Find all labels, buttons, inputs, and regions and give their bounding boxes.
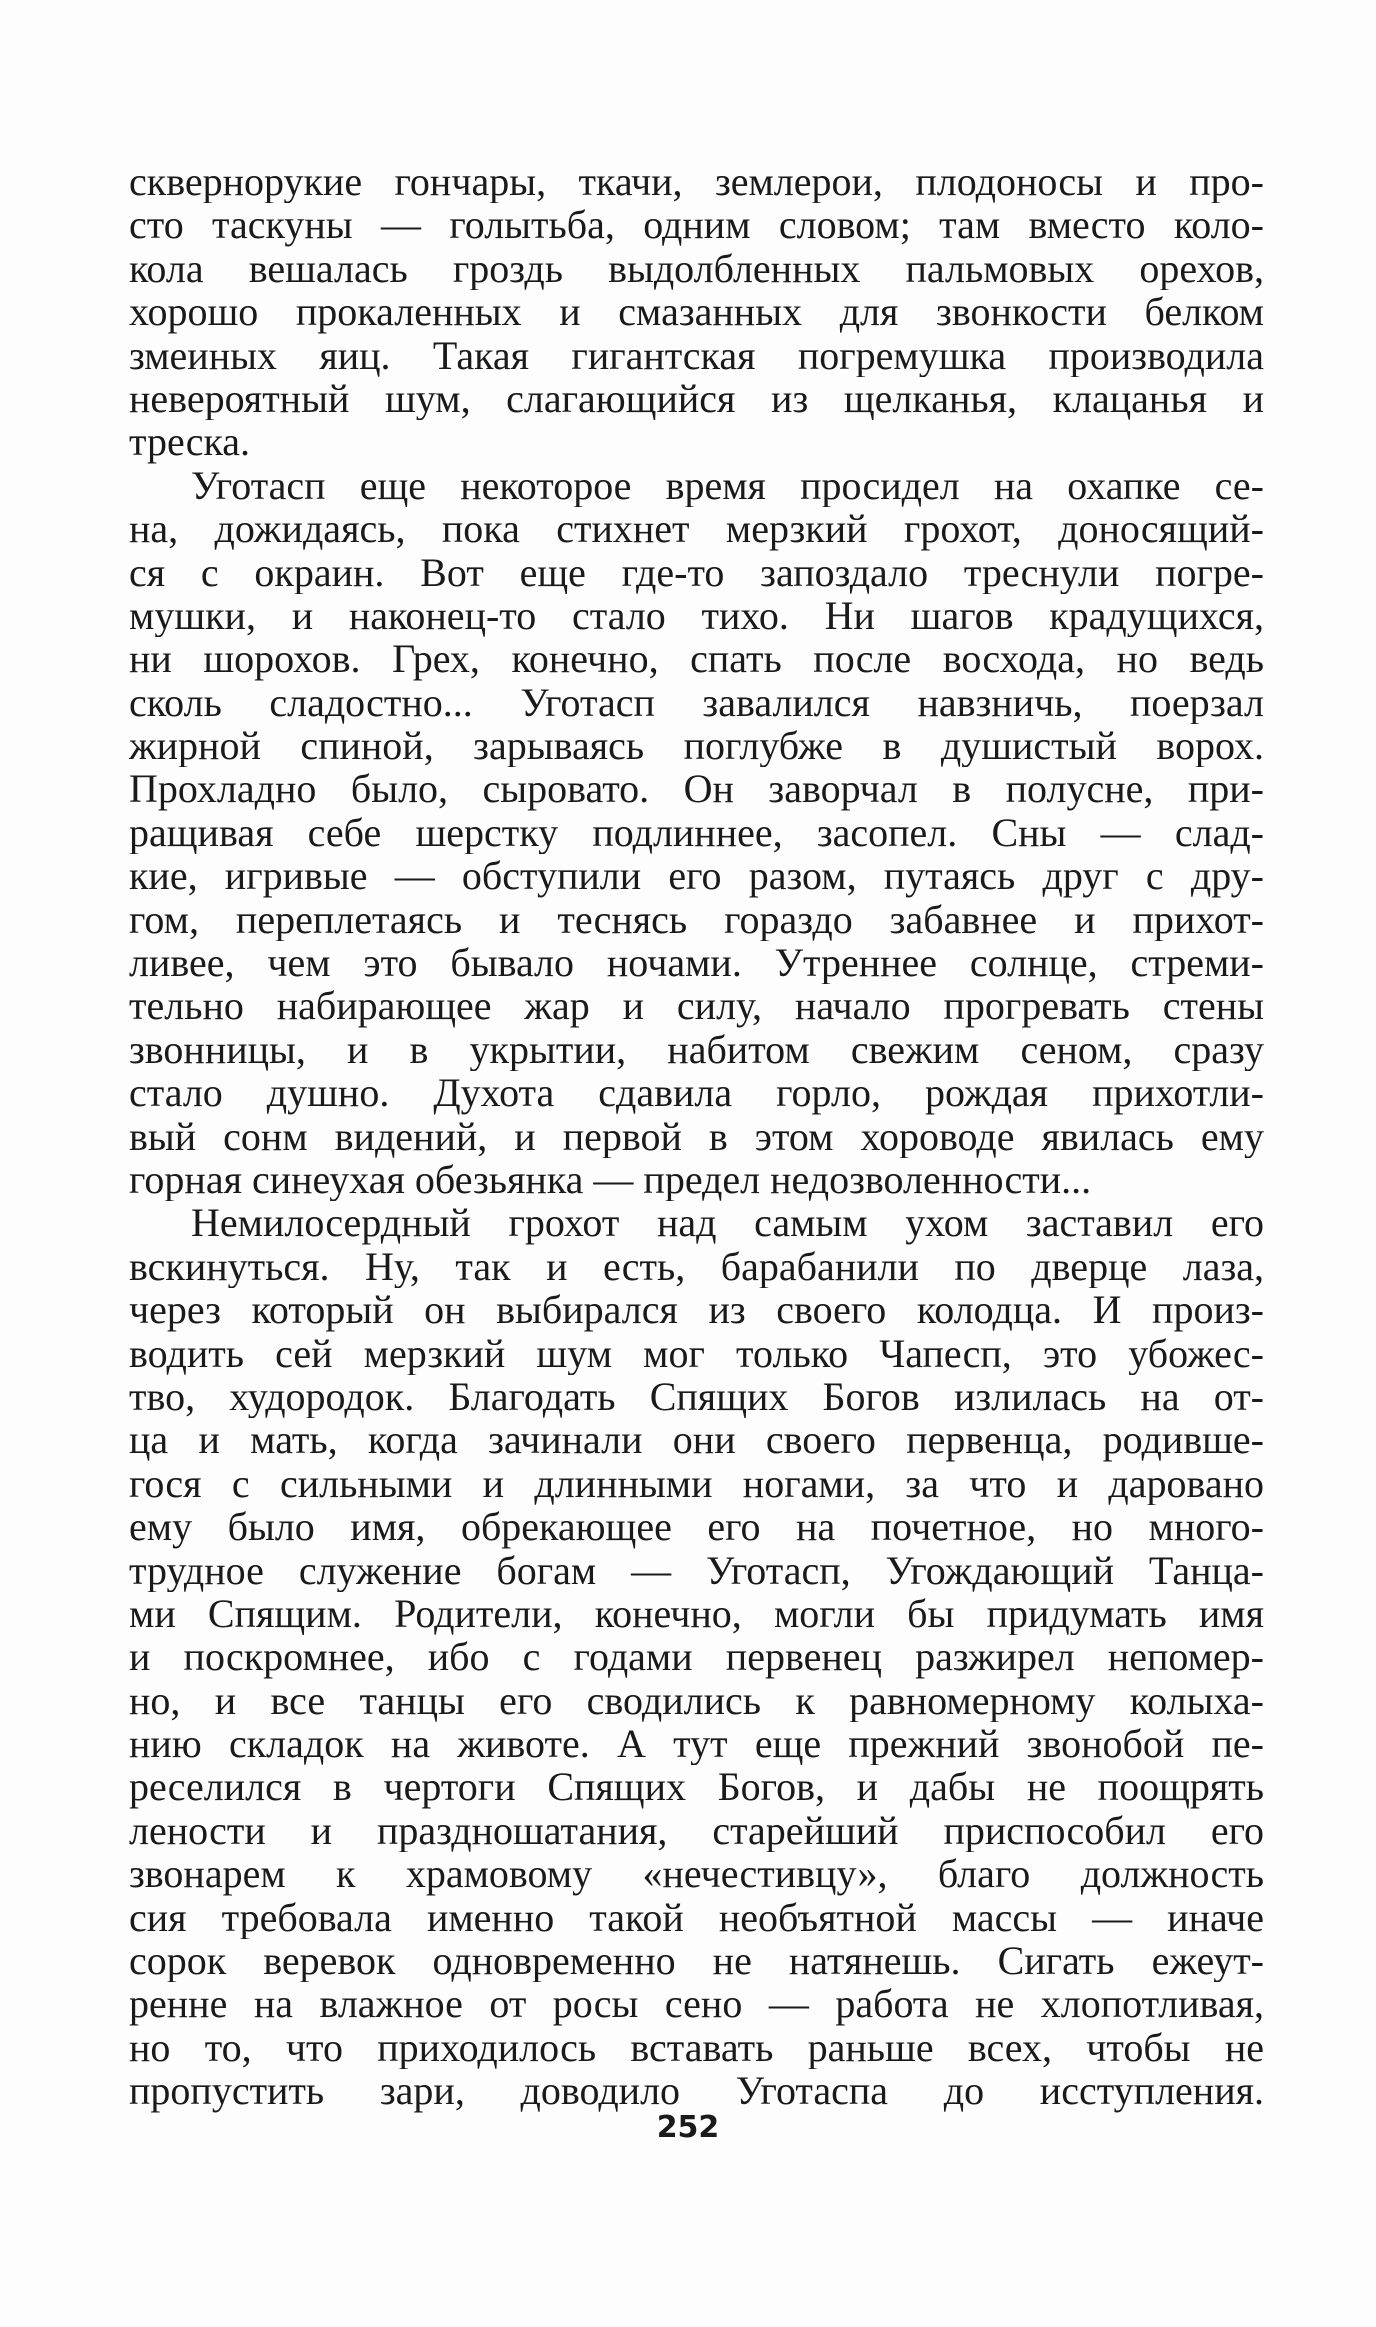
text-line: но, и все танцы его сводились к равномерному колыха-	[129, 1678, 1264, 1723]
text-line: мушки, и наконец-то стало тихо. Ни шагов крадущихся,	[129, 593, 1264, 638]
text-line: жирной спиной, зарываясь поглубже в душистый ворох.	[129, 724, 1264, 768]
text-line: гом, переплетаясь и теснясь гораздо забавнее и прихот-	[129, 897, 1264, 942]
text-line: ращивая себе шерстку подлиннее, засопел. Сны — слад-	[129, 810, 1264, 855]
text-line: водить сей мерзкий шум мог только Чапесп, это убожес-	[129, 1331, 1264, 1375]
text-line: ренне на влажное от росы сено — работа не хлопотливая,	[129, 1982, 1264, 2026]
body-text	[129, 160, 1264, 2113]
text-line: стало душно. Духота сдавила горло, рождая прихотли-	[129, 1071, 1264, 1115]
text-line: сквернорукие гончары, ткачи, землерои, плодоносы и про-	[129, 160, 1264, 204]
text-line: кола вешалась гроздь выдолбленных пальмовых орехов,	[129, 246, 1264, 291]
paragraph	[129, 1201, 1264, 2112]
text-line: и поскромнее, ибо с годами первенец разжирел непомер-	[129, 1635, 1264, 1679]
text-line: ми Спящим. Родители, конечно, могли бы придумать имя	[129, 1591, 1264, 1636]
text-line: звонарем к храмовому «нечестивцу», благо должность	[129, 1852, 1264, 1896]
text-line: звонницы, и в укрытии, набитом свежим сеном, сразу	[129, 1027, 1264, 1072]
text-line: ему было имя, обрекающее его на почетное, но много-	[129, 1505, 1264, 1549]
text-line: на, дожидаясь, пока стихнет мерзкий грохот, доносящий-	[129, 507, 1264, 551]
text-line: хорошо прокаленных и смазанных для звонкости белком	[129, 290, 1264, 334]
text-line: нию складок на животе. А тут еще прежний звонобой пе-	[129, 1722, 1264, 1766]
text-line: сто таскуны — голытьба, одним словом; там вместо коло-	[129, 203, 1264, 247]
text-line: реселился в чертоги Спящих Богов, и дабы не поощрять	[129, 1765, 1264, 1809]
text-line: ца и мать, когда зачинали они своего первенца, родивше-	[129, 1418, 1264, 1462]
text-line: кие, игривые — обступили его разом, путаясь друг с дру-	[129, 854, 1264, 898]
text-line: ся с окраин. Вот еще где-то запоздало треснули погре-	[129, 550, 1264, 594]
text-line: горная синеухая обезьянка — предел недозволенности...	[129, 1157, 1092, 1202]
text-line: лености и праздношатания, старейший приспособил его	[129, 1808, 1264, 1853]
text-line: но то, что приходилось вставать раньше всех, чтобы не	[129, 2025, 1264, 2070]
page-number: 252	[656, 2110, 720, 2145]
text-line: сорок веревок одновременно не натянешь. Сигать ежеут-	[129, 1939, 1264, 1983]
paragraph	[129, 464, 1264, 1202]
text-line: вскинуться. Ну, так и есть, барабанили по дверце лаза,	[129, 1244, 1264, 1289]
text-line: Немилосердный грохот над самым ухом заставил его	[191, 1201, 1264, 1245]
text-line: сия требовала именно такой необъятной массы — иначе	[129, 1895, 1264, 1940]
text-line: сколь сладостно... Уготасп завалился навзничь, поерзал	[129, 680, 1264, 725]
text-line: ни шорохов. Грех, конечно, спать после восхода, но ведь	[129, 637, 1264, 681]
text-line: тво, худородок. Благодать Спящих Богов излилась на от-	[129, 1374, 1264, 1419]
text-line: вый сонм видений, и первой в этом хороводе явилась ему	[129, 1114, 1264, 1158]
text-line: треска.	[129, 420, 251, 464]
text-line: ливее, чем это бывало ночами. Утреннее солнце, стреми-	[129, 941, 1264, 985]
text-line: невероятный шум, слагающийся из щелканья, клацанья и	[129, 376, 1264, 421]
text-line: гося с сильными и длинными ногами, за что и даровано	[129, 1461, 1264, 1506]
paragraph	[129, 160, 1264, 464]
text-line: Уготасп еще некоторое время просидел на охапке се-	[191, 463, 1264, 508]
text-line: Прохладно было, сыровато. Он заворчал в полусне, при-	[129, 767, 1264, 811]
text-line: пропустить зари, доводило Уготаспа до исступления.	[129, 2069, 1264, 2113]
text-line: тельно набирающее жар и силу, начало прогревать стены	[129, 984, 1264, 1028]
text-line: змеиных яиц. Такая гигантская погремушка производила	[129, 333, 1264, 377]
text-line: трудное служение богам — Уготасп, Угождающий Танца-	[129, 1548, 1264, 1592]
text-line: через который он выбирался из своего колодца. И произ-	[129, 1288, 1264, 1332]
